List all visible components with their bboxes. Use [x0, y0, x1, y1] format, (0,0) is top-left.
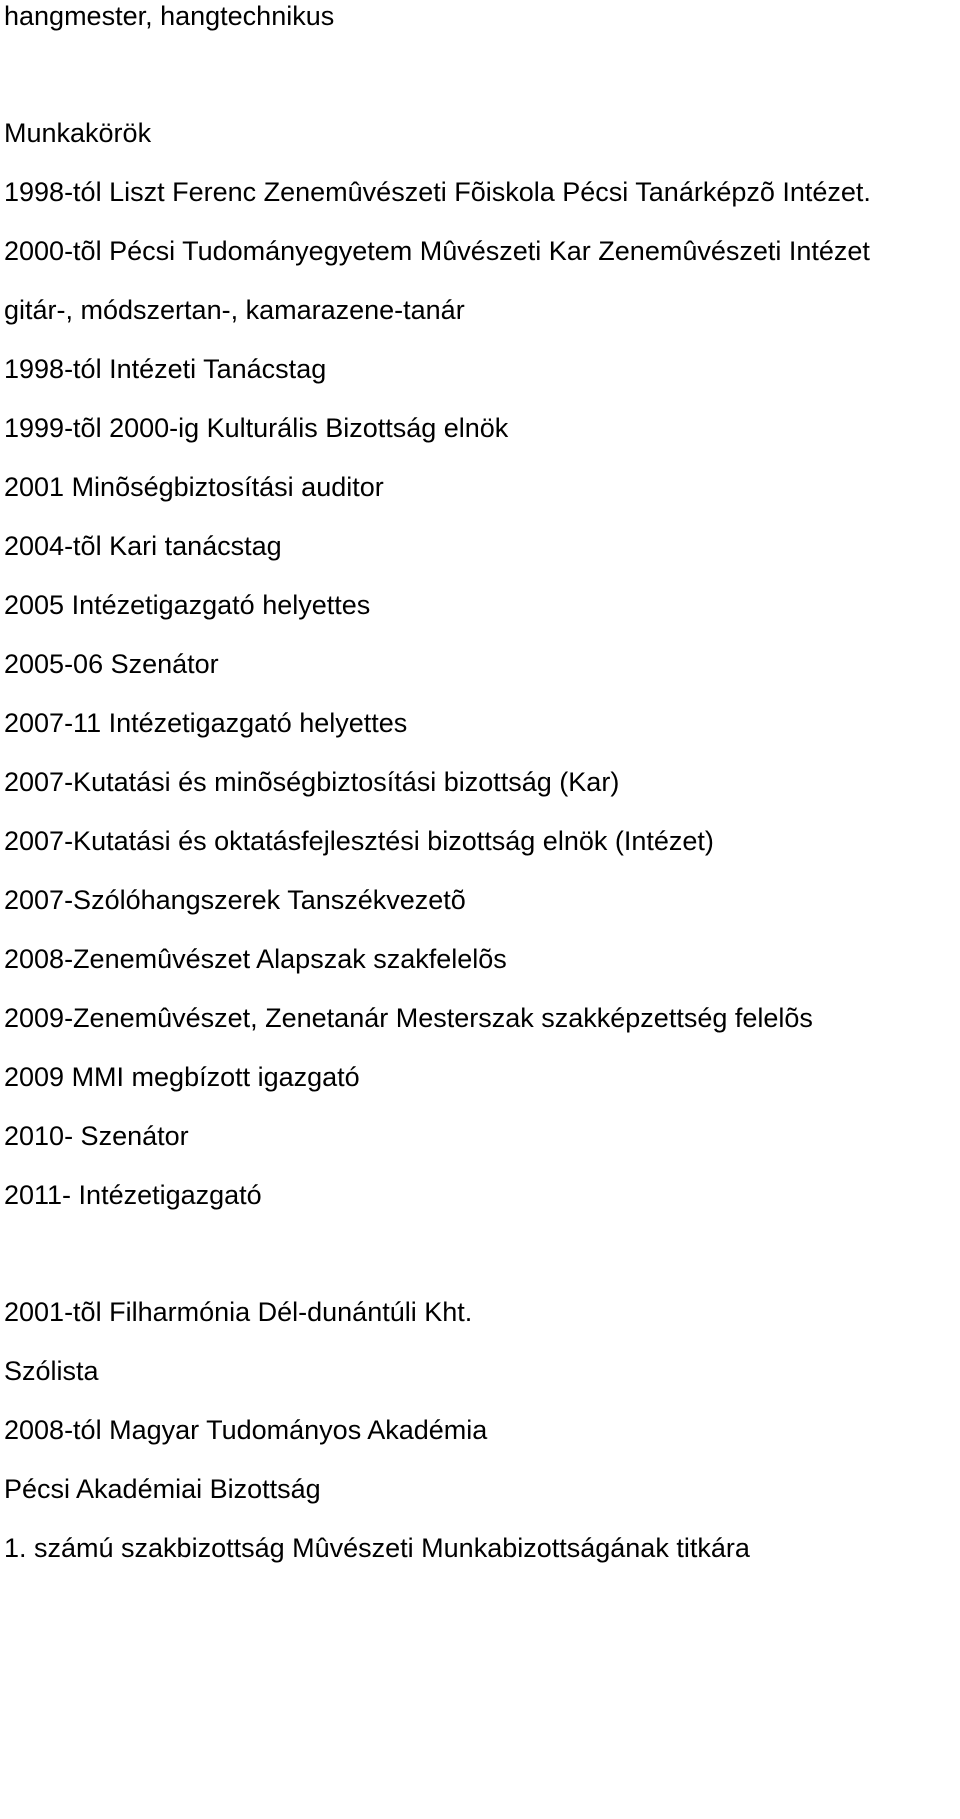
text-line: 2001-tõl Filharmónia Dél-dunántúli Kht. — [4, 1297, 473, 1327]
text-line: 1998-tól Intézeti Tanácstag — [4, 354, 327, 384]
text-line: 2005-06 Szenátor — [4, 649, 219, 679]
text-line: 2011- Intézetigazgató — [4, 1180, 262, 1210]
text-line: gitár-, módszertan-, kamarazene-tanár — [4, 295, 465, 325]
section-heading-munkakorok: Munkakörök — [4, 118, 152, 148]
text-line-role: hangmester, hangtechnikus — [4, 1, 335, 31]
text-line: 2010- Szenátor — [4, 1121, 189, 1151]
text-line: 2008-Zenemûvészet Alapszak szakfelelõs — [4, 944, 507, 974]
text-line: 1998-tól Liszt Ferenc Zenemûvészeti Fõiskola Pécsi Tanárképzõ Intézet. — [4, 177, 871, 207]
text-line: 2007-Kutatási és oktatásfejlesztési bizottság elnök (Intézet) — [4, 826, 714, 856]
text-line: 2007-Szólóhangszerek Tanszékvezetõ — [4, 885, 466, 915]
text-line: 2009 MMI megbízott igazgató — [4, 1062, 360, 1092]
text-line: Szólista — [4, 1356, 99, 1386]
text-line: Pécsi Akadémiai Bizottság — [4, 1474, 321, 1504]
text-line: 2007-Kutatási és minõségbiztosítási bizottság (Kar) — [4, 767, 620, 797]
text-line: 2005 Intézetigazgató helyettes — [4, 590, 371, 620]
text-line: 2000-tõl Pécsi Tudományegyetem Mûvészeti Kar Zenemûvészeti Intézet — [4, 236, 870, 266]
text-line: 2007-11 Intézetigazgató helyettes — [4, 708, 408, 738]
text-line: 1999-tõl 2000-ig Kulturális Bizottság elnök — [4, 413, 509, 443]
text-line: 2001 Minõségbiztosítási auditor — [4, 472, 384, 502]
text-line: 2009-Zenemûvészet, Zenetanár Mesterszak szakképzettség felelõs — [4, 1003, 813, 1033]
text-line: 2008-tól Magyar Tudományos Akadémia — [4, 1415, 488, 1445]
text-line: 2004-tõl Kari tanácstag — [4, 531, 282, 561]
text-line: 1. számú szakbizottság Mûvészeti Munkabizottságának titkára — [4, 1533, 750, 1563]
